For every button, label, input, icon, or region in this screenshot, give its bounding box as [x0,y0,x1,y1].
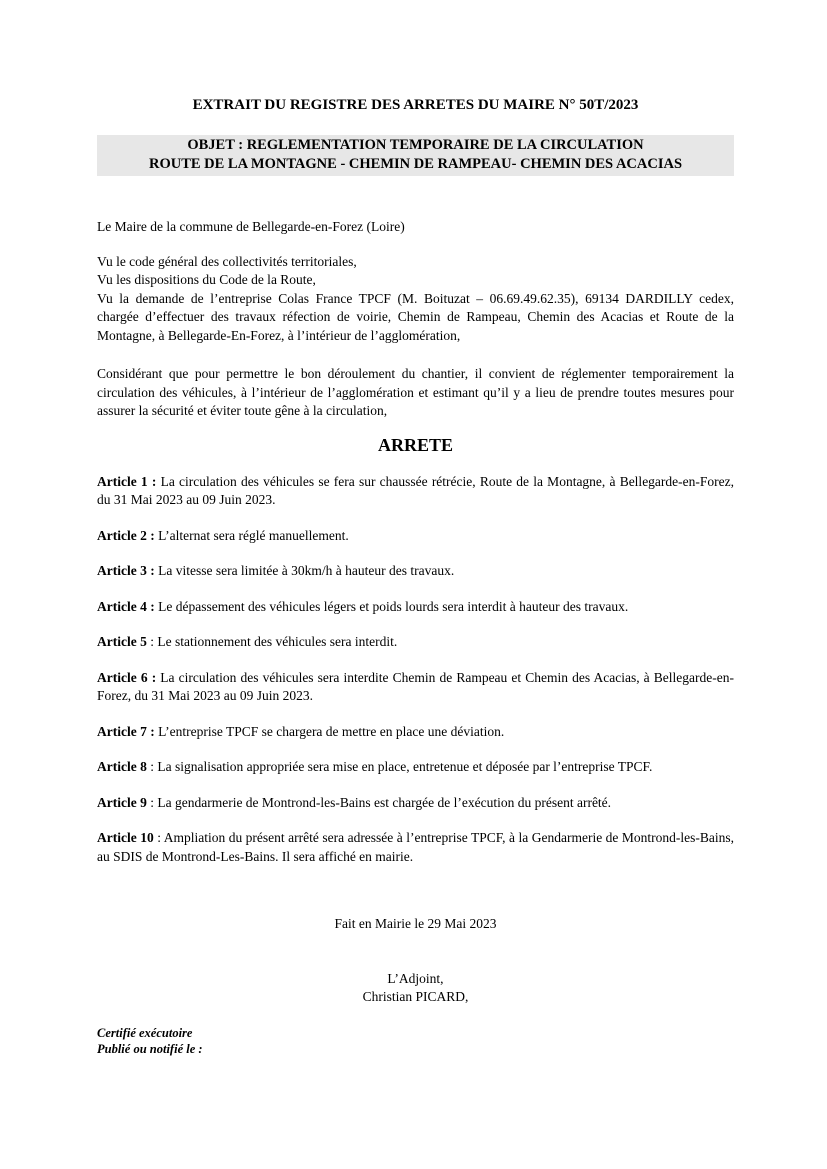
article-10 [97,829,734,866]
footer-line-2: Publié ou notifié le : [97,1041,203,1056]
article-6-label: Article 6 : [97,669,157,685]
article-8-text: : La signalisation appropriée sera mise en place, entretenue et déposée par l’entreprise TPCF. [150,759,653,774]
article-5-text: : Le stationnement des véhicules sera interdit. [150,634,398,649]
article-2-text: L’alternat sera réglé manuellement. [158,527,349,543]
footer-line-1: Certifié exécutoire [97,1025,193,1040]
objet-line-2: ROUTE DE LA MONTAGNE - CHEMIN DE RAMPEAU- CHEMIN DES ACACIAS [148,156,683,172]
article-4 [97,598,734,617]
vu-line-2: Vu les dispositions du Code de la Route, [97,272,316,287]
article-10-label: Article 10 [97,830,154,845]
article-9-text: : La gendarmerie de Montrond-les-Bains est chargée de l’exécution du présent arrêté. [150,794,612,810]
article-4-label: Article 4 : [97,598,155,614]
vu-paragraph: Vu la demande de l’entreprise Colas France TPCF (M. Boituzat – 06.69.49.62.35), 69134 DARDILLY cedex, chargée d’effectuer des travaux réfection de voirie, Chemin de Rampeau, Chemin des Acacias et Route de la Montagne, à Bellegarde-En-Forez, à l’intérieur de l’agglomération, [97,290,734,343]
article-3-text: La vitesse sera limitée à 30km/h à hauteur des travaux. [158,563,455,578]
article-1-label: Article 1 : [97,473,157,489]
article-3-label: Article 3 : [97,563,155,578]
article-2 [97,527,734,546]
signature-role: L’Adjoint, [387,970,444,986]
mayor-line: Le Maire de la commune de Bellegarde-en-Forez (Loire) [97,219,405,234]
article-2-label: Article 2 : [97,527,155,543]
article-6 [97,669,734,706]
article-10-text: : Ampliation du présent arrêté sera adressée à l’entreprise TPCF, à la Gendarmerie de Montrond-les-Bains, au SDIS de Montrond-Les-Bains. Il sera affiché en mairie. [97,830,735,864]
article-5 [97,633,734,652]
fait-en-mairie-line: Fait en Mairie le 29 Mai 2023 [334,916,497,931]
article-7-label: Article 7 : [97,723,155,739]
article-8-label: Article 8 [97,759,147,774]
vu-block [97,253,734,346]
article-6-text: La circulation des véhicules sera interdite Chemin de Rampeau et Chemin des Acacias, à Bellegarde-en-Forez, du 31 Mai 2023 au 09 Juin 2023. [97,669,734,703]
signature-block [97,970,734,1007]
certification-footer [97,1025,734,1057]
article-4-text: Le dépassement des véhicules légers et poids lourds sera interdit à hauteur des travaux. [158,598,629,614]
arrete-heading: ARRETE [377,434,453,455]
document-title: EXTRAIT DU REGISTRE DES ARRETES DU MAIRE N° 50T/2023 [192,97,639,113]
objet-line-1: OBJET : REGLEMENTATION TEMPORAIRE DE LA CIRCULATION [187,137,644,153]
vu-line-1: Vu le code général des collectivités territoriales, [97,253,357,269]
article-1 [97,473,734,510]
objet-box [97,135,734,176]
article-1-text: La circulation des véhicules se fera sur chaussée rétrécie, Route de la Montagne, à Bellegarde-en-Forez, du 31 Mai 2023 au 09 Juin 2023. [97,473,735,507]
article-5-label: Article 5 [97,634,147,649]
article-8 [97,758,734,777]
article-7 [97,723,734,742]
considerant-paragraph: Considérant que pour permettre le bon déroulement du chantier, il convient de réglementer temporairement la circulation des véhicules, à l’intérieur de l’agglomération et estimant qu’il y a lieu de prendre toutes mesures pour assurer la sécurité et éviter toute gêne à la circulation, [97,366,734,418]
document-content [97,0,734,1057]
article-3 [97,562,734,581]
article-7-text: L’entreprise TPCF se chargera de mettre en place une déviation. [158,723,505,739]
article-9-label: Article 9 [97,794,147,810]
signature-name: Christian PICARD, [362,989,469,1004]
article-9 [97,794,734,813]
